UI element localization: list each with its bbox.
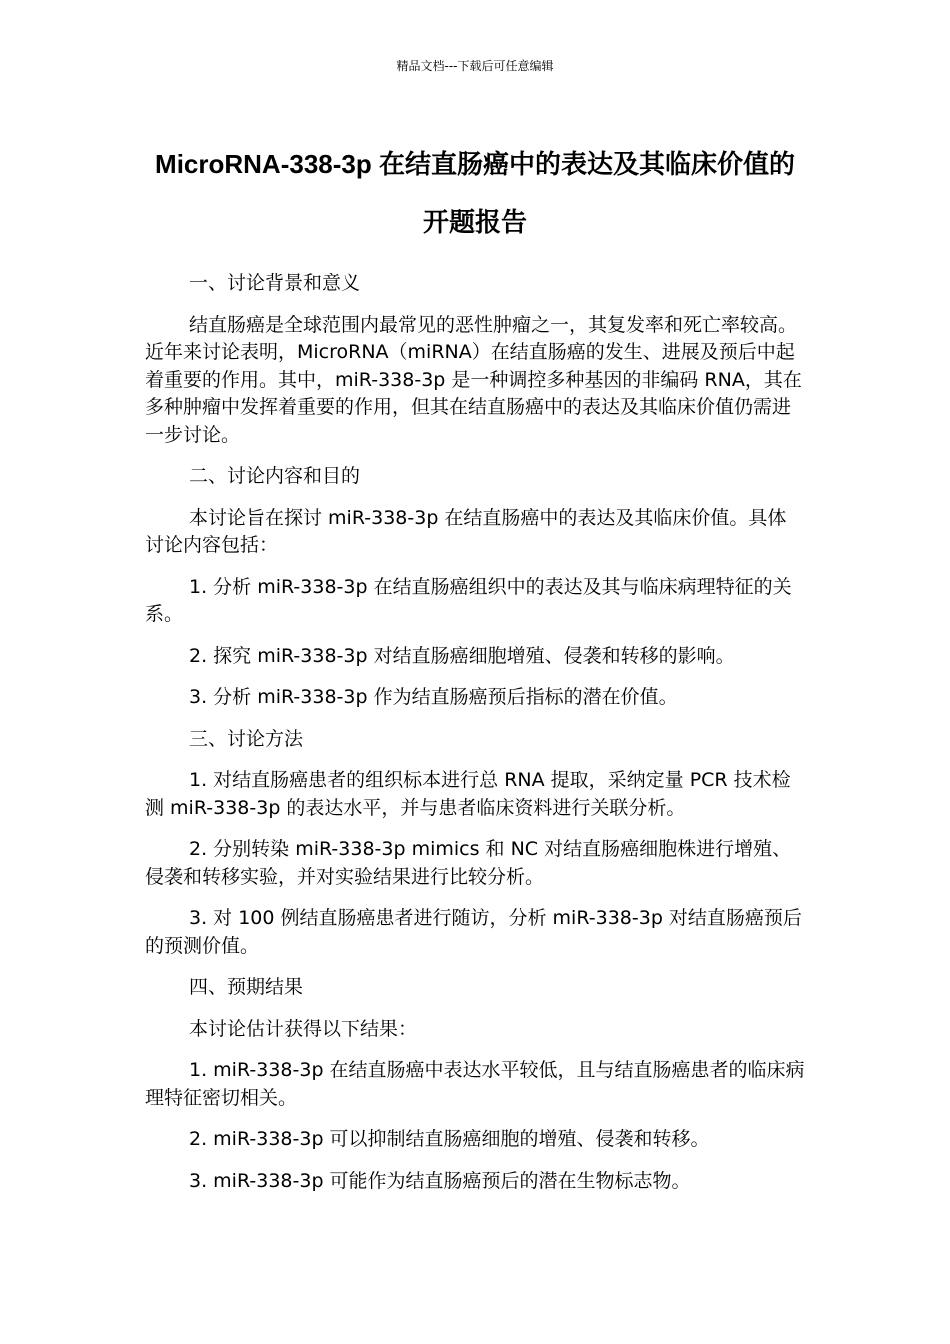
document-body [145, 270, 805, 1209]
list-item-results-1: 1. miR-338-3p 在结直肠癌中表达水平较低，且与结直肠癌患者的临床病理特征密切相关。 [145, 1059, 805, 1109]
document-title: MicroRNA-338-3p 在结直肠癌中的表达及其临床价值的开题报告 [155, 149, 795, 237]
list-item-results-3: 3. miR-338-3p 可能作为结直肠癌预后的潜在生物标志物。 [189, 1169, 691, 1192]
page-header: 精品文档---下载后可任意编辑 [396, 59, 554, 73]
paragraph-results-intro: 本讨论估计获得以下结果： [189, 1017, 418, 1040]
list-item-content-1: 1. 分析 miR-338-3p 在结直肠癌组织中的表达及其与临床病理特征的关系。 [145, 575, 792, 625]
section-heading-content: 二、讨论内容和目的 [189, 465, 361, 487]
list-item-content-2: 2. 探究 miR-338-3p 对结直肠癌细胞增殖、侵袭和转移的影响。 [189, 644, 735, 667]
list-item-methods-2: 2. 分别转染 miR-338-3p mimics 和 NC 对结直肠癌细胞株进行增殖、侵袭和转移实验，并对实验结果进行比较分析。 [145, 838, 792, 888]
paragraph-background: 结直肠癌是全球范围内最常见的恶性肿瘤之一，其复发率和死亡率较高。近年来讨论表明，MicroRNA（miRNA）在结直肠癌的发生、进展及预后中起着重要的作用。其中，miR-338-3p 是一种调控多种基因的非编码 RNA，其在多种肿瘤中发挥着重要的作用，但其在结直肠癌中的表达及其临床价值仍需进一步讨论。 [145, 313, 802, 446]
section-heading-results: 四、预期结果 [189, 976, 304, 998]
list-item-methods-1: 1. 对结直肠癌患者的组织标本进行总 RNA 提取，采纳定量 PCR 技术检测 miR-338-3p 的表达水平，并与患者临床资料进行关联分析。 [145, 769, 791, 819]
list-item-methods-3: 3. 对 100 例结直肠癌患者进行随访，分析 miR-338-3p 对结直肠癌预后的预测价值。 [145, 907, 802, 957]
section-heading-background: 一、讨论背景和意义 [189, 272, 361, 294]
list-item-content-3: 3. 分析 miR-338-3p 作为结直肠癌预后指标的潜在价值。 [189, 686, 678, 708]
list-item-results-2: 2. miR-338-3p 可以抑制结直肠癌细胞的增殖、侵袭和转移。 [189, 1128, 710, 1150]
paragraph-content-intro: 本讨论旨在探讨 miR-338-3p 在结直肠癌中的表达及其临床价值。具体讨论内容包括： [145, 506, 787, 556]
section-heading-methods: 三、讨论方法 [189, 727, 304, 750]
